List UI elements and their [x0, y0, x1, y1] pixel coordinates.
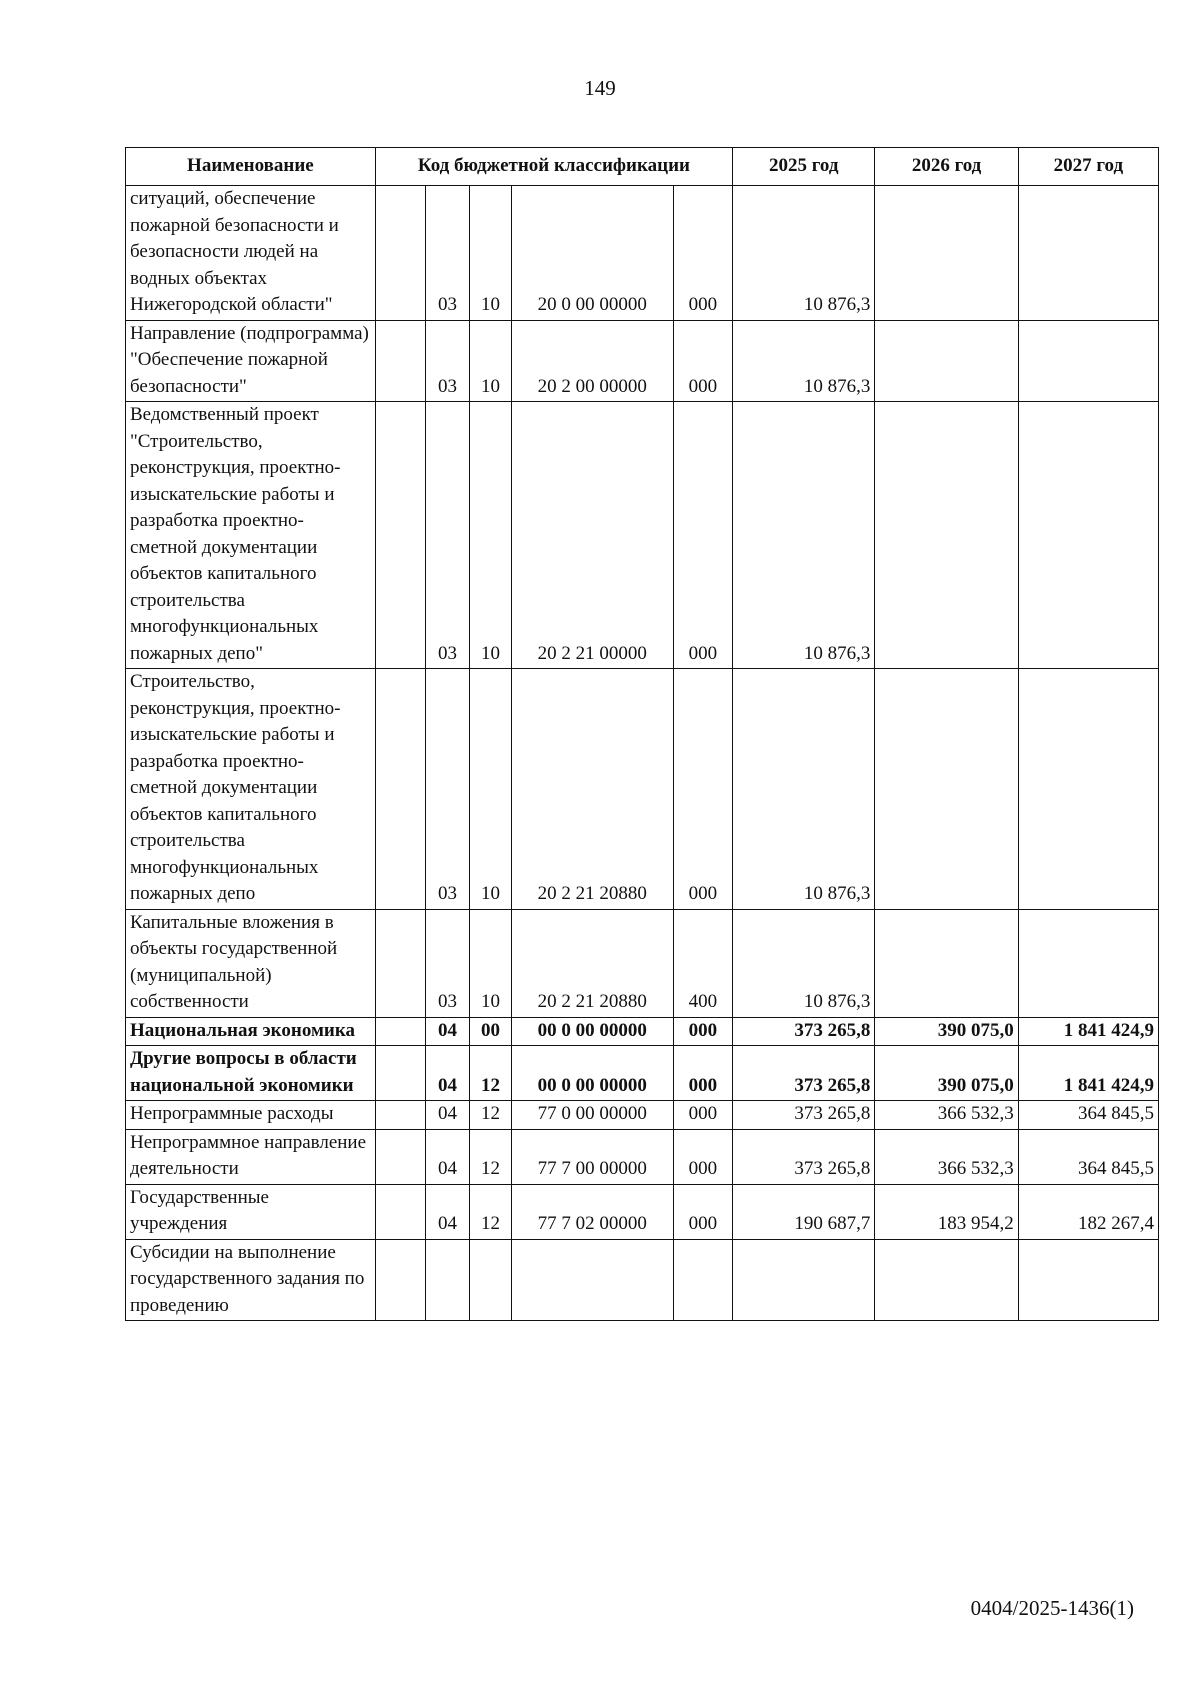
code-expense-type — [673, 1239, 732, 1321]
row-name: Непрограммные расходы — [126, 1101, 376, 1130]
page-number: 149 — [584, 76, 616, 100]
code-target-article: 20 2 21 00000 — [511, 402, 673, 669]
code-expense-type: 000 — [673, 1046, 732, 1101]
code-section: 03 — [425, 669, 469, 910]
amount-2025: 10 876,3 — [733, 909, 875, 1017]
row-name: Субсидии на выполнение государственного задания по проведению — [126, 1239, 376, 1321]
code-section: 04 — [425, 1046, 469, 1101]
code-target-article: 77 7 00 00000 — [511, 1129, 673, 1184]
code-ved — [375, 1184, 425, 1239]
amount-2027 — [1018, 669, 1158, 910]
code-subsection: 10 — [469, 669, 511, 910]
row-name: Государственные учреждения — [126, 1184, 376, 1239]
row-name: Строительство, реконструкция, проектно-изыскательские работы и разработка проектно-сметной документации объектов капитального строительства многофункциональных пожарных депо — [126, 669, 376, 910]
amount-2027 — [1018, 1239, 1158, 1321]
code-ved — [375, 1101, 425, 1130]
amount-2027: 364 845,5 — [1018, 1129, 1158, 1184]
amount-2027: 1 841 424,9 — [1018, 1017, 1158, 1046]
amount-2026 — [875, 669, 1018, 910]
code-expense-type: 000 — [673, 1017, 732, 1046]
table-row — [126, 909, 1159, 1017]
amount-2027 — [1018, 186, 1158, 321]
code-expense-type: 400 — [673, 909, 732, 1017]
header-2027: 2027 год — [1018, 148, 1158, 186]
code-ved — [375, 186, 425, 321]
amount-2025: 10 876,3 — [733, 186, 875, 321]
header-name: Наименование — [126, 148, 376, 186]
code-subsection: 12 — [469, 1046, 511, 1101]
table-row — [126, 1101, 1159, 1130]
table-row — [126, 186, 1159, 321]
code-section: 03 — [425, 186, 469, 321]
code-expense-type: 000 — [673, 320, 732, 402]
amount-2025: 10 876,3 — [733, 402, 875, 669]
code-subsection: 10 — [469, 402, 511, 669]
code-section: 04 — [425, 1129, 469, 1184]
code-section: 04 — [425, 1184, 469, 1239]
header-code: Код бюджетной классификации — [375, 148, 732, 186]
table-row — [126, 320, 1159, 402]
budget-table — [125, 147, 1159, 1321]
code-ved — [375, 909, 425, 1017]
amount-2027 — [1018, 320, 1158, 402]
code-subsection: 12 — [469, 1101, 511, 1130]
amount-2026: 366 532,3 — [875, 1129, 1018, 1184]
row-name: Ведомственный проект "Строительство, реконструкция, проектно-изыскательские работы и разработка проектно-сметной документации объектов капитального строительства многофункциональных пожарных депо" — [126, 402, 376, 669]
amount-2026 — [875, 909, 1018, 1017]
amount-2026 — [875, 320, 1018, 402]
code-subsection: 10 — [469, 186, 511, 321]
code-section: 04 — [425, 1101, 469, 1130]
amount-2026 — [875, 1239, 1018, 1321]
amount-2026 — [875, 402, 1018, 669]
code-expense-type: 000 — [673, 186, 732, 321]
code-target-article: 77 7 02 00000 — [511, 1184, 673, 1239]
code-target-article: 77 0 00 00000 — [511, 1101, 673, 1130]
code-section: 03 — [425, 402, 469, 669]
amount-2026: 366 532,3 — [875, 1101, 1018, 1130]
code-ved — [375, 1239, 425, 1321]
code-expense-type: 000 — [673, 1101, 732, 1130]
table-header-row — [126, 148, 1159, 186]
table-row — [126, 1129, 1159, 1184]
amount-2025: 373 265,8 — [733, 1129, 875, 1184]
amount-2025: 373 265,8 — [733, 1101, 875, 1130]
code-ved — [375, 320, 425, 402]
code-ved — [375, 1046, 425, 1101]
row-name: Направление (подпрограмма) "Обеспечение пожарной безопасности" — [126, 320, 376, 402]
code-expense-type: 000 — [673, 1184, 732, 1239]
amount-2025: 190 687,7 — [733, 1184, 875, 1239]
code-section: 04 — [425, 1017, 469, 1046]
code-target-article: 00 0 00 00000 — [511, 1017, 673, 1046]
code-target-article: 20 2 00 00000 — [511, 320, 673, 402]
code-expense-type: 000 — [673, 669, 732, 910]
code-target-article: 00 0 00 00000 — [511, 1046, 673, 1101]
code-ved — [375, 1129, 425, 1184]
amount-2025 — [733, 1239, 875, 1321]
amount-2027: 364 845,5 — [1018, 1101, 1158, 1130]
table-row — [126, 1046, 1159, 1101]
amount-2027 — [1018, 909, 1158, 1017]
code-section — [425, 1239, 469, 1321]
row-name: Непрограммное направление деятельности — [126, 1129, 376, 1184]
table-row — [126, 669, 1159, 910]
row-name: Другие вопросы в области национальной экономики — [126, 1046, 376, 1101]
code-target-article: 20 0 00 00000 — [511, 186, 673, 321]
table-row — [126, 402, 1159, 669]
header-2025: 2025 год — [733, 148, 875, 186]
header-2026: 2026 год — [875, 148, 1018, 186]
amount-2026: 390 075,0 — [875, 1017, 1018, 1046]
table-row — [126, 1239, 1159, 1321]
amount-2026 — [875, 186, 1018, 321]
amount-2025: 373 265,8 — [733, 1046, 875, 1101]
amount-2027: 182 267,4 — [1018, 1184, 1158, 1239]
amount-2025: 373 265,8 — [733, 1017, 875, 1046]
document-id: 0404/2025-1436(1) — [970, 1596, 1134, 1620]
code-subsection: 10 — [469, 320, 511, 402]
amount-2026: 390 075,0 — [875, 1046, 1018, 1101]
row-name: Капитальные вложения в объекты государственной (муниципальной) собственности — [126, 909, 376, 1017]
code-section: 03 — [425, 320, 469, 402]
code-subsection — [469, 1239, 511, 1321]
amount-2025: 10 876,3 — [733, 320, 875, 402]
amount-2025: 10 876,3 — [733, 669, 875, 910]
code-target-article: 20 2 21 20880 — [511, 669, 673, 910]
table-row — [126, 1184, 1159, 1239]
table-row — [126, 1017, 1159, 1046]
code-target-article: 20 2 21 20880 — [511, 909, 673, 1017]
amount-2027: 1 841 424,9 — [1018, 1046, 1158, 1101]
amount-2027 — [1018, 402, 1158, 669]
code-subsection: 10 — [469, 909, 511, 1017]
row-name: ситуаций, обеспечение пожарной безопасности и безопасности людей на водных объектах Нижегородской области" — [126, 186, 376, 321]
amount-2026: 183 954,2 — [875, 1184, 1018, 1239]
code-subsection: 12 — [469, 1184, 511, 1239]
code-expense-type: 000 — [673, 402, 732, 669]
code-ved — [375, 669, 425, 910]
row-name: Национальная экономика — [126, 1017, 376, 1046]
code-subsection: 00 — [469, 1017, 511, 1046]
code-ved — [375, 1017, 425, 1046]
code-target-article — [511, 1239, 673, 1321]
code-section: 03 — [425, 909, 469, 1017]
code-subsection: 12 — [469, 1129, 511, 1184]
code-ved — [375, 402, 425, 669]
code-expense-type: 000 — [673, 1129, 732, 1184]
